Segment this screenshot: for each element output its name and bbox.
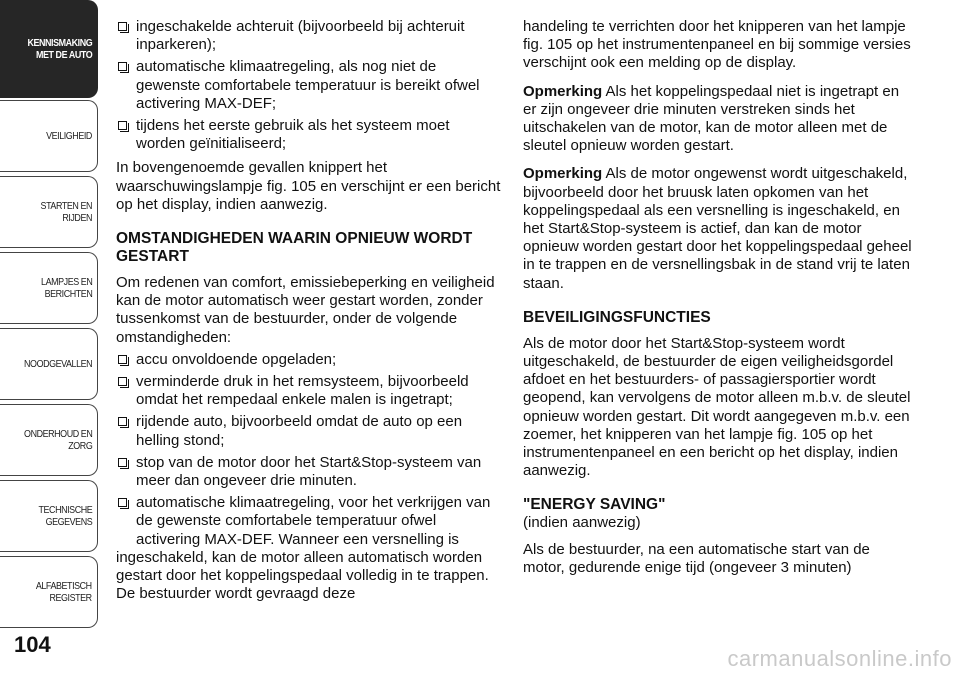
tab-label: STARTEN EN RIJDEN — [40, 200, 92, 224]
tab-onderhoud-en-zorg[interactable] — [0, 404, 98, 476]
tab-alfabetisch-register[interactable] — [0, 556, 98, 628]
section-heading: BEVEILIGINGSFUNCTIES — [523, 308, 711, 326]
list-item: verminderde druk in het remsysteem, bijvoorbeeld omdat het rempedaal enkele malen is ingetrapt; — [116, 373, 502, 409]
page-number: 104 — [14, 632, 51, 657]
checkbox-bullet-icon — [118, 22, 127, 31]
tab-noodgevallen[interactable] — [0, 328, 98, 400]
list-item: tijdens het eerste gebruik als het systeem moet worden geïnitialiseerd; — [116, 117, 502, 153]
checkbox-bullet-icon — [118, 417, 127, 426]
paragraph: ingeschakeld, kan de motor alleen automatisch worden gestart door het koppelingspedaal volledig in te trappen. De bestuurder wordt gevraagd deze — [116, 548, 489, 603]
tab-label: TECHNISCHE GEGEVENS — [38, 504, 92, 528]
tab-veiligheid[interactable] — [0, 100, 98, 172]
note-term: Opmerking — [523, 82, 603, 100]
checkbox-bullet-icon — [118, 62, 127, 71]
chapter-sidebar — [0, 0, 100, 640]
list-item: rijdende auto, bijvoorbeeld omdat de auto op een helling stond; — [116, 413, 502, 449]
paragraph: Als de motor door het Start&Stop-systeem wordt uitgeschakeld, de bestuurder de eigen veiligheidsgordel afdoet en het bestuurders- of passagiersportier wordt geopend, kan vervolgens de motor alleen m.b.v. de sleutel opnieuw worden gestart. Dit wordt aangegeven m.b.v. een zoemer, het knipperen van het lampje fig. 105 op het instrumentenpaneel en een bericht op het display, indien aanwezig. — [523, 334, 911, 480]
note-paragraph: Opmerking Als de motor ongewenst wordt uitgeschakeld, bijvoorbeeld door het bruusk laten opkomen van het koppelingspedaal als een versnelling is ingeschakeld, en het Start&Stop-systeem is actief, dan kan de motor opnieuw worden gestart door het koppelingspedaal geheel in te trappen en de versnellingsbak in de stand vrij te laten staan. — [523, 165, 912, 292]
watermark: carmanualsonline.info — [727, 646, 952, 671]
checkbox-bullet-icon — [118, 377, 127, 386]
section-heading: "ENERGY SAVING" — [523, 496, 666, 514]
left-column — [116, 18, 502, 613]
tab-kennismaking[interactable] — [0, 0, 98, 98]
checkbox-bullet-icon — [118, 355, 127, 364]
note-paragraph: Opmerking Als het koppelingspedaal niet is ingetrapt en er zijn ongeveer drie minuten verstreken sinds het uitschakelen van de motor, kan de motor alleen met de sleutel opnieuw worden gestart. — [523, 82, 900, 155]
tab-label: LAMPJES EN BERICHTEN — [40, 276, 92, 300]
paragraph: In bovengenoemde gevallen knippert het waarschuwingslampje fig. 105 en verschijnt er een bericht op het display, indien aanwezig. — [116, 159, 501, 213]
tab-technische-gegevens[interactable] — [0, 480, 98, 552]
right-column — [523, 18, 915, 587]
tab-starten-en-rijden[interactable] — [0, 176, 98, 248]
checkbox-bullet-icon — [118, 458, 127, 467]
paragraph: Als de bestuurder, na een automatische start van de motor, gedurende enige tijd (ongeveer 3 minuten) — [523, 540, 870, 576]
tab-label: ALFABETISCH REGISTER — [36, 580, 92, 604]
paragraph: handeling te verrichten door het knipperen van het lampje fig. 105 op het instrumentenpaneel en bij sommige versies verschijnt ook een melding op de display. — [523, 18, 911, 72]
checkbox-bullet-icon — [118, 121, 127, 130]
tab-label: KENNISMAKING MET DE AUTO — [27, 37, 92, 61]
tab-label: VEILIGHEID — [46, 130, 92, 142]
paragraph: Om redenen van comfort, emissiebeperking en veiligheid kan de motor automatisch weer gestart worden, zonder tussenkomst van de bestuurder, onder de volgende omstandigheden: — [116, 274, 495, 346]
tab-label: ONDERHOUD EN ZORG — [23, 428, 92, 452]
section-heading: OMSTANDIGHEDEN WAARIN OPNIEUW WORDT GESTART — [116, 230, 473, 266]
tab-lampjes-en-berichten[interactable] — [0, 252, 98, 324]
note-term: Opmerking — [523, 165, 603, 183]
list-item: automatische klimaatregeling, als nog niet de gewenste comfortabele temperatuur is bereikt ofwel activering MAX-DEF; — [116, 58, 502, 113]
list-item: stop van de motor door het Start&Stop-systeem van meer dan ongeveer drie minuten. — [116, 454, 502, 490]
list-item: automatische klimaatregeling, voor het verkrijgen van de gewenste comfortabele temperatuur ofwel activering MAX-DEF. Wanneer een versnelling is — [116, 494, 502, 549]
list-item: ingeschakelde achteruit (bijvoorbeeld bij achteruit inparkeren); — [116, 18, 502, 54]
tab-label: NOODGEVALLEN — [23, 358, 92, 370]
checkbox-bullet-icon — [118, 498, 127, 507]
heading-subtitle: (indien aanwezig) — [523, 514, 641, 532]
list-item: accu onvoldoende opgeladen; — [116, 351, 502, 369]
